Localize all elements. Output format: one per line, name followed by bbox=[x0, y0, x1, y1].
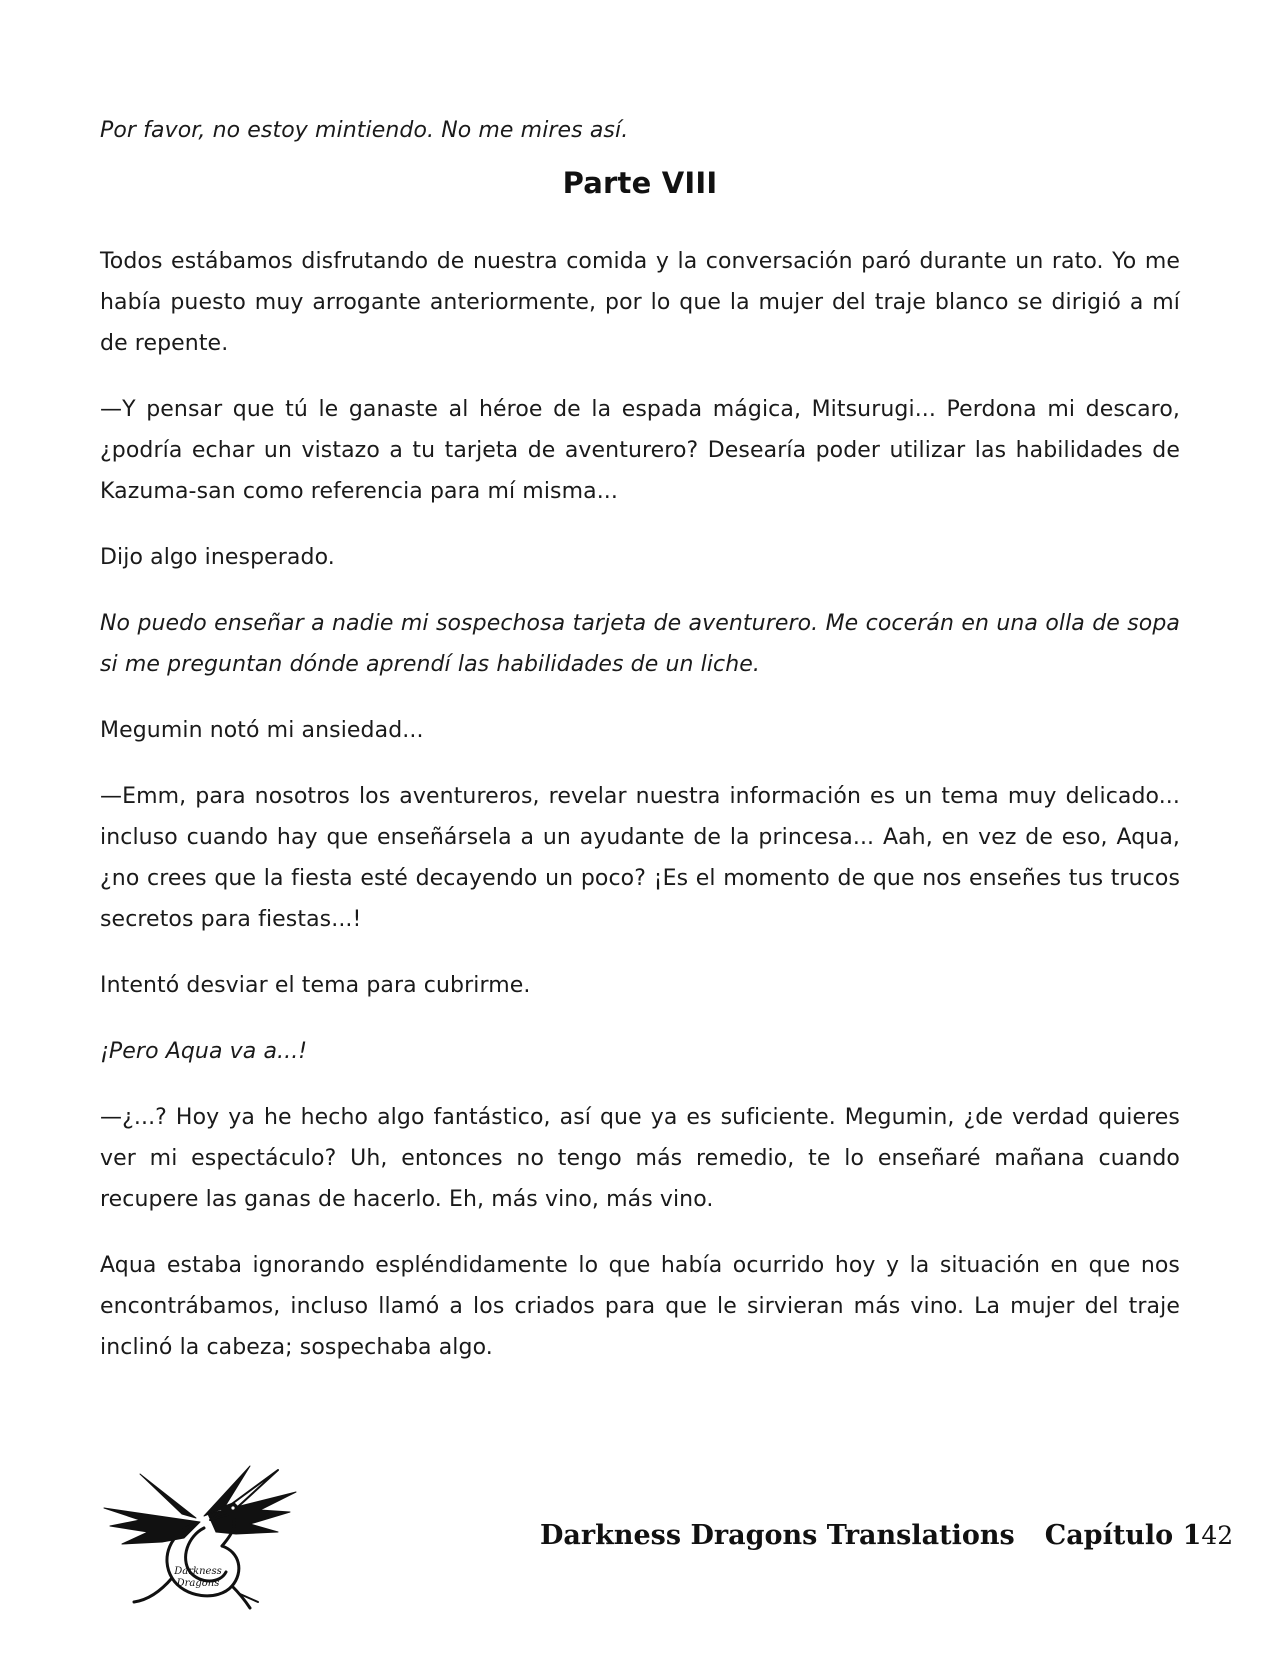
translation-group-name: Darkness Dragons Translations bbox=[540, 1519, 1015, 1551]
page-body bbox=[100, 110, 1180, 1393]
paragraph: Todos estábamos disfrutando de nuestra comida y la conversación paró durante un rato. Yo me había puesto muy arrogante anteriormente, por lo que la mujer del traje blanco se dirigió a mí de repente. bbox=[100, 249, 1180, 356]
paragraph: —Emm, para nosotros los aventureros, revelar nuestra información es un tema muy delicado... incluso cuando hay que enseñársela a un ayudante de la princesa... Aah, en vez de eso, Aqua, ¿no crees que la fiesta esté decayendo un poco? ¡Es el momento de que nos enseñes tus trucos secretos para fiestas...! bbox=[100, 784, 1180, 932]
page-number: 42 bbox=[1201, 1520, 1234, 1550]
dragon-logo bbox=[100, 1462, 300, 1610]
paragraph: Dijo algo inesperado. bbox=[100, 545, 335, 570]
paragraph: —¿...? Hoy ya he hecho algo fantástico, así que ya es suficiente. Megumin, ¿de verdad quieres ver mi espectáculo? Uh, entonces no tengo más remedio, te lo enseñaré mañana cuando recupere las ganas de hacerlo. Eh, más vino, más vino. bbox=[100, 1105, 1180, 1212]
chapter-label: Capítulo 1 bbox=[1044, 1519, 1202, 1551]
logo-text-line1: Darkness bbox=[174, 1566, 222, 1577]
paragraph: —Y pensar que tú le ganaste al héroe de la espada mágica, Mitsurugi... Perdona mi descaro, ¿podría echar un vistazo a tu tarjeta de aventurero? Desearía poder utilizar las habilidades de Kazuma-san como referencia para mí misma... bbox=[100, 397, 1180, 504]
paragraph: Megumin notó mi ansiedad... bbox=[100, 718, 424, 743]
opening-line: Por favor, no estoy mintiendo. No me mires así. bbox=[100, 118, 629, 143]
dragon-logo-icon bbox=[100, 1462, 300, 1610]
paragraph: Aqua estaba ignorando espléndidamente lo que había ocurrido hoy y la situación en que nos encontrábamos, incluso llamó a los criados para que le sirvieran más vino. La mujer del traje inclinó la cabeza; sospechaba algo. bbox=[100, 1253, 1180, 1360]
logo-text-line2: Dragons bbox=[176, 1578, 220, 1589]
page-footer bbox=[540, 1515, 1234, 1555]
paragraph: Intentó desviar el tema para cubrirme. bbox=[100, 973, 531, 998]
paragraph: No puedo enseñar a nadie mi sospechosa tarjeta de aventurero. Me cocerán en una olla de sopa si me preguntan dónde aprendí las habilidades de un liche. bbox=[100, 611, 1180, 677]
section-title: Parte VIII bbox=[562, 166, 718, 200]
paragraph: ¡Pero Aqua va a...! bbox=[100, 1039, 308, 1064]
